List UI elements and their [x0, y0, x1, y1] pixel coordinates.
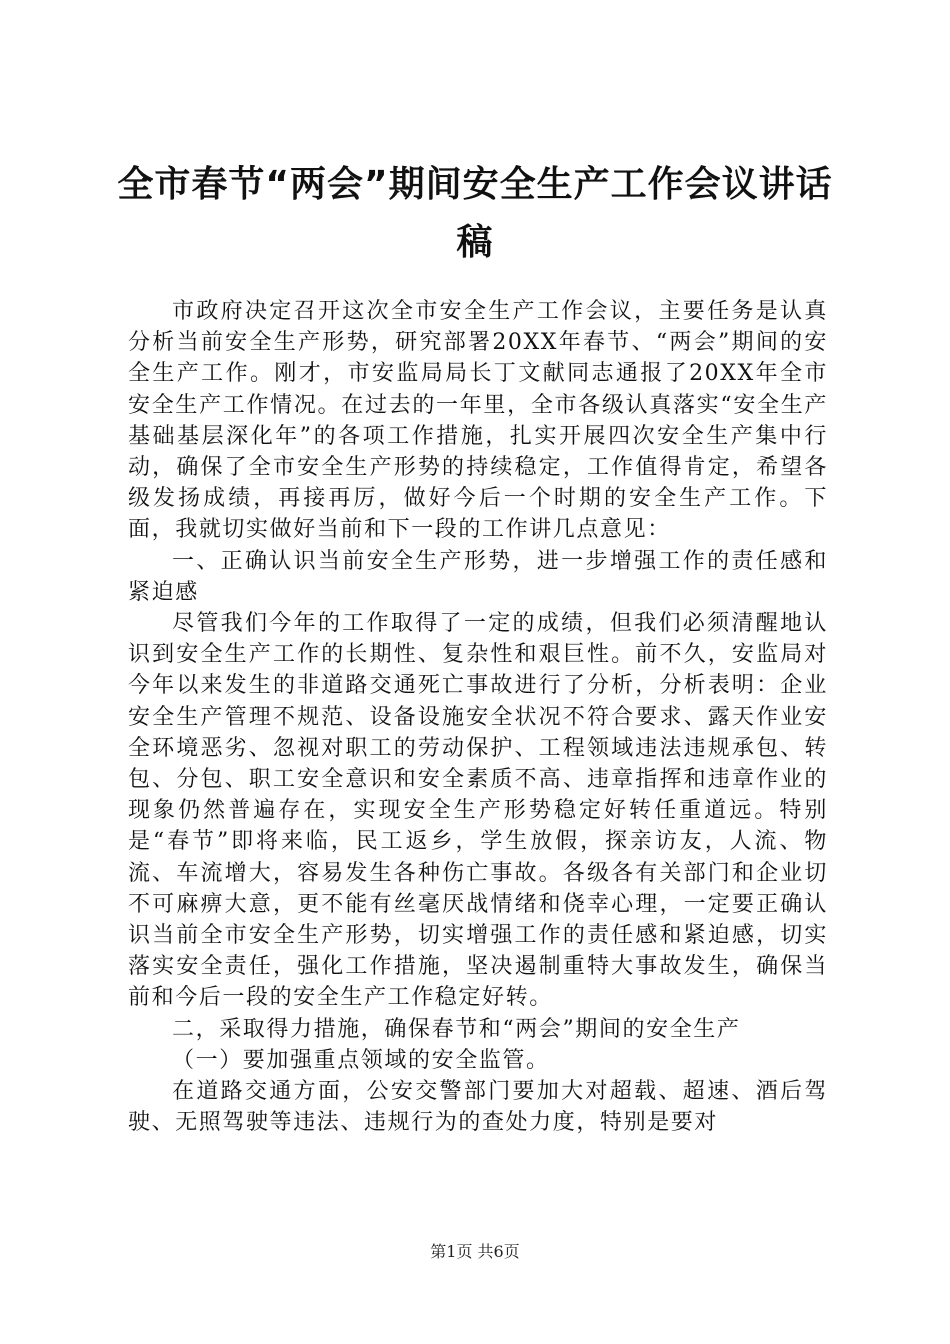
paragraph-intro: 市政府决定召开这次全市安全生产工作会议，主要任务是认真分析当前安全生产形势，研究部署20XX年春节、“两会”期间的安全生产工作。刚才，市安监局局长丁文献同志通报了20XX年全市安全生产工作情况。在过去的一年里，全市各级认真落实“安全生产基础基层深化年”的各项工作措施，扎实开展四次安全生产集中行动，确保了全市安全生产形势的持续稳定，工作值得肯定，希望各级发扬成绩，再接再厉，做好今后一个时期的安全生产工作。下面，我就切实做好当前和下一段的工作讲几点意见： — [128, 299, 828, 543]
section-heading-2: 二，采取得力措施，确保春节和“两会”期间的安全生产 — [172, 1016, 741, 1042]
document-body — [128, 296, 828, 1138]
page-footer: 第1页 共6页 — [430, 1242, 520, 1261]
paragraph-section-1: 尽管我们今年的工作取得了一定的成绩，但我们必须清醒地认识到安全生产工作的长期性、复杂性和艰巨性。前不久，安监局对今年以来发生的非道路交通死亡事故进行了分析，分析表明：企业安全生产管理不规范、设备设施安全状况不符合要求、露天作业安全环境恶劣、忽视对职工的劳动保护、工程领域违法违规承包、转包、分包、职工安全意识和安全素质不高、违章指挥和违章作业的现象仍然普遍存在，实现安全生产形势稳定好转任重道远。特别是“春节”即将来临，民工返乡，学生放假，探亲访友，人流、物流、车流增大，容易发生各种伤亡事故。各级各有关部门和企业切不可麻痹大意，更不能有丝毫厌战情绪和侥幸心理，一定要正确认识当前全市安全生产形势，切实增强工作的责任感和紧迫感，切实落实安全责任，强化工作措施，坚决遏制重特大事故发生，确保当前和今后一段的安全生产工作稳定好转。 — [128, 611, 828, 1011]
document-title: 全市春节“两会”期间安全生产工作会议讲话 — [117, 164, 833, 205]
section-heading-1: 一、正确认识当前安全生产形势，进一步增强工作的责任感和紧迫感 — [128, 548, 828, 605]
paragraph-traffic: 在道路交通方面，公安交警部门要加大对超载、超速、酒后驾驶、无照驾驶等违法、违规行为的查处力度，特别是要对 — [128, 1079, 828, 1136]
document-title-continuation: 稿 — [456, 222, 494, 263]
subsection-heading-1: （一）要加强重点领域的安全监管。 — [172, 1047, 550, 1073]
